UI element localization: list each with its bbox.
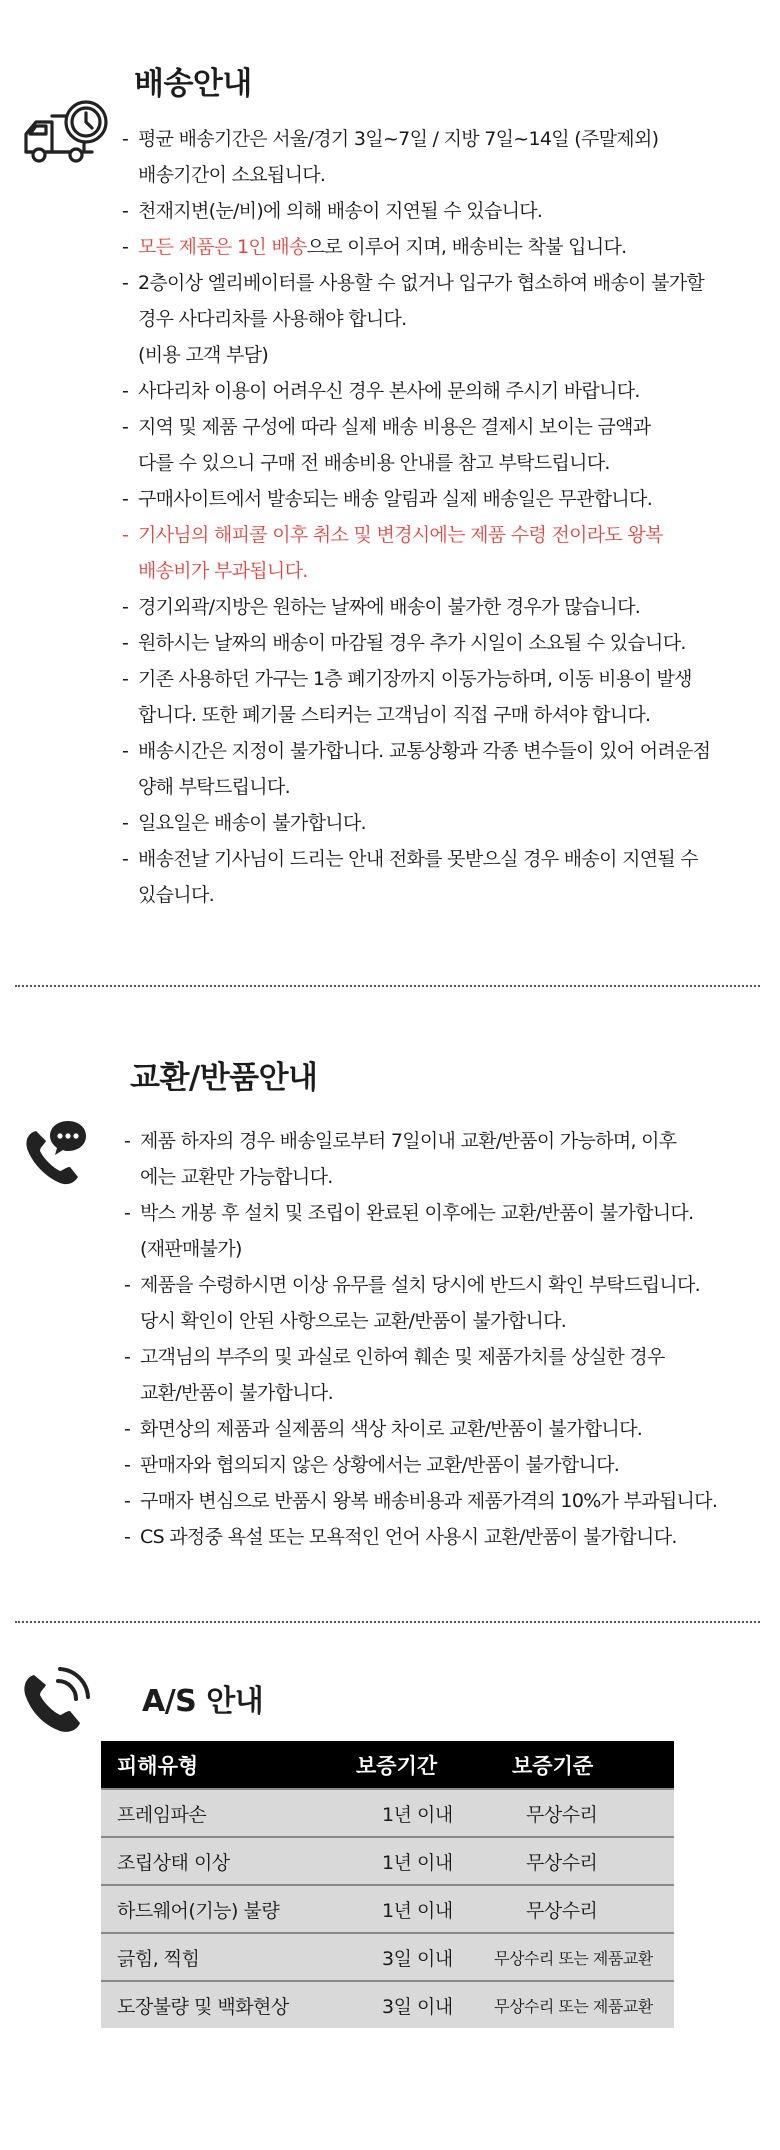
column-header: 보증기준 (484, 1741, 674, 1789)
list-item-text: - 경기외곽/지방은 원하는 날짜에 배송이 불가한 경우가 많습니다. (138, 596, 641, 618)
as-table (101, 1741, 674, 2028)
table-row (101, 1837, 674, 1885)
list-item (124, 1519, 764, 1555)
list-item-text: - 고객님의 부주의 및 과실로 인하여 훼손 및 제품가치를 상실한 경우 (140, 1346, 665, 1368)
table-cell: 무상수리 또는 제품교환 (484, 1981, 674, 2028)
list-item-text: 경우 사다리차를 사용해야 합니다. (138, 308, 407, 330)
list-item-text: 당시 확인이 안된 사항으로는 교환/반품이 불가합니다. (140, 1310, 567, 1332)
table-cell: 무상수리 또는 제품교환 (484, 1933, 674, 1981)
list-item-text: - 평균 배송기간은 서울/경기 3일~7일 / 지방 7일~14일 (주말제외) (138, 128, 659, 150)
table-cell: 1년 이내 (344, 1885, 484, 1933)
column-header: 피해유형 (101, 1741, 344, 1789)
list-item (124, 1267, 764, 1339)
list-item-text: 교환/반품이 불가합니다. (140, 1382, 333, 1404)
list-item-text: - 화면상의 제품과 실제품의 색상 차이로 교환/반품이 불가합니다. (140, 1418, 643, 1440)
table-cell: 하드웨어(기능) 불량 (101, 1885, 344, 1933)
list-item-text: - 배송전날 기사님이 드리는 안내 전화를 못받으실 경우 배송이 지연될 수 (138, 848, 699, 870)
phone-chat-bubble-icon (22, 1115, 102, 1191)
list-item (124, 1447, 764, 1483)
table-cell: 1년 이내 (344, 1789, 484, 1837)
list-item-text: - 기존 사용하던 가구는 1층 폐기장까지 이동가능하며, 이동 비용이 발생 (138, 668, 692, 690)
section-divider (15, 1621, 760, 1623)
list-item-text: (재판매불가) (140, 1238, 242, 1260)
list-item-text: 있습니다. (138, 884, 214, 906)
list-item (122, 193, 742, 229)
list-item-text: - 기사님의 해피콜 이후 취소 및 변경시에는 제품 수령 전이라도 왕복 (138, 524, 663, 546)
highlight-text: 모든 제품은 1인 배송 (138, 236, 307, 258)
table-cell: 프레임파손 (101, 1789, 344, 1837)
exchange-list (124, 1123, 764, 1555)
list-item-text: - 사다리차 이용이 어려우신 경우 본사에 문의해 주시기 바랍니다. (138, 380, 640, 402)
table-cell: 무상수리 (484, 1885, 674, 1933)
list-item (122, 409, 742, 481)
shipping-title: 배송안내 (134, 66, 252, 102)
list-item-text: 으로 이루어 지며, 배송비는 착불 입니다. (306, 236, 627, 258)
list-item-text: - 구매사이트에서 발송되는 배송 알림과 실제 배송일은 무관합니다. (138, 488, 653, 510)
list-item-text: - 원하시는 날짜의 배송이 마감될 경우 추가 시일이 소요될 수 있습니다. (138, 632, 686, 654)
list-item-text: - 박스 개봉 후 설치 및 조립이 완료된 이후에는 교환/반품이 불가합니다. (140, 1202, 694, 1224)
table-row (101, 1933, 674, 1981)
list-item (122, 481, 742, 517)
list-item-text: - 지역 및 제품 구성에 따라 실제 배송 비용은 결제시 보이는 금액과 (138, 416, 651, 438)
column-header: 보증기간 (344, 1741, 484, 1789)
list-item-text: 배송기간이 소요됩니다. (138, 164, 326, 186)
table-cell: 3일 이내 (344, 1981, 484, 2028)
list-item-text: - 구매자 변심으로 반품시 왕복 배송비용과 제품가격의 10%가 부과됩니다. (140, 1490, 718, 1512)
table-cell: 1년 이내 (344, 1837, 484, 1885)
list-item (124, 1483, 764, 1519)
list-item-text: 합니다. 또한 폐기물 스티커는 고객님이 직접 구매 하셔야 합니다. (138, 704, 651, 726)
list-item (122, 265, 742, 373)
list-item (122, 805, 742, 841)
table-cell: 무상수리 (484, 1789, 674, 1837)
as-title: A/S 안내 (142, 1684, 264, 1719)
list-item (122, 841, 742, 913)
phone-call-icon (22, 1663, 96, 1739)
table-cell: 도장불량 및 백화현상 (101, 1981, 344, 2028)
table-cell: 무상수리 (484, 1837, 674, 1885)
list-item (122, 661, 742, 733)
list-item (122, 229, 742, 265)
list-item (124, 1123, 764, 1195)
table-row (101, 1885, 674, 1933)
list-item-text: - CS 과정중 욕설 또는 모욕적인 언어 사용시 교환/반품이 불가합니다. (140, 1526, 677, 1548)
exchange-title: 교환/반품안내 (130, 1060, 318, 1096)
list-item-text: 양해 부탁드립니다. (138, 776, 290, 798)
shipping-list (122, 121, 742, 913)
list-item-text: - 천재지변(눈/비)에 의해 배송이 지연될 수 있습니다. (138, 200, 543, 222)
list-item (122, 589, 742, 625)
list-item-text: - 제품을 수령하시면 이상 유무를 설치 당시에 반드시 확인 부탁드립니다. (140, 1274, 701, 1296)
list-item-text: - 일요일은 배송이 불가합니다. (138, 812, 366, 834)
list-item-text: - 2층이상 엘리베이터를 사용할 수 없거나 입구가 협소하여 배송이 불가할 (138, 272, 705, 294)
list-item (122, 373, 742, 409)
list-item (122, 733, 742, 805)
table-header-row (101, 1741, 674, 1789)
table-row (101, 1981, 674, 2028)
table-row (101, 1789, 674, 1837)
list-item (124, 1411, 764, 1447)
list-item-text: - 배송시간은 지정이 불가합니다. 교통상황과 각종 변수들이 있어 어려운점 (138, 740, 711, 762)
list-item (122, 517, 742, 589)
list-item (122, 121, 742, 193)
list-item-text: (비용 고객 부담) (138, 344, 269, 366)
list-item (122, 625, 742, 661)
list-item-text: - 제품 하자의 경우 배송일로부터 7일이내 교환/반품이 가능하며, 이후 (140, 1130, 677, 1152)
table-cell: 조립상태 이상 (101, 1837, 344, 1885)
list-item (124, 1195, 764, 1267)
delivery-truck-clock-icon (22, 100, 112, 174)
list-item-text: 다를 수 있으니 구매 전 배송비용 안내를 참고 부탁드립니다. (138, 452, 610, 474)
list-item-text: 에는 교환만 가능합니다. (140, 1166, 333, 1188)
section-divider (15, 985, 760, 987)
list-item-text: - 판매자와 협의되지 않은 상황에서는 교환/반품이 불가합니다. (140, 1454, 620, 1476)
list-item-text: 배송비가 부과됩니다. (138, 560, 308, 582)
table-cell: 긁힘, 찍힘 (101, 1933, 344, 1981)
list-item (124, 1339, 764, 1411)
table-cell: 3일 이내 (344, 1933, 484, 1981)
